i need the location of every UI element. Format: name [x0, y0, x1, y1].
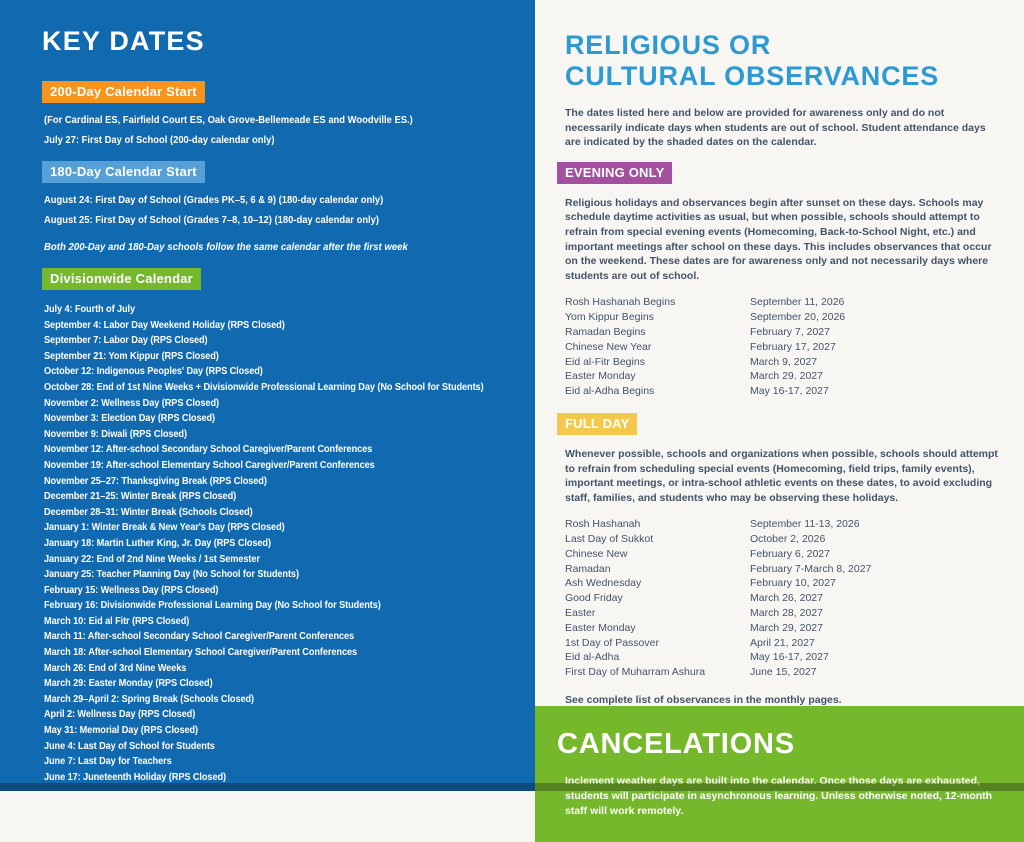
observance-name: Ramadan Begins: [565, 325, 646, 338]
observances-title: [565, 30, 1017, 92]
list-item: March 10: Eid al Fitr (RPS Closed): [44, 615, 190, 627]
section-180-day: [42, 161, 525, 253]
list-item: November 12: After-school Secondary School Caregiver/Parent Conferences: [44, 444, 373, 456]
list-item: November 2: Wellness Day (RPS Closed): [44, 397, 219, 409]
list-item: October 28: End of 1st Nine Weeks + Divisionwide Professional Learning Day (No School for Students): [44, 381, 484, 393]
observance-date: April 21, 2027: [750, 636, 815, 649]
page-bottom-shade: [0, 783, 1024, 791]
table-row: [565, 665, 1017, 680]
badge-divisionwide-calendar: Divisionwide Calendar: [42, 268, 201, 290]
observances-panel: [535, 0, 1024, 818]
observance-name: Good Friday: [565, 592, 623, 605]
list-item: November 19: After-school Elementary School Caregiver/Parent Conferences: [44, 459, 375, 471]
observance-name: Rosh Hashanah Begins: [565, 296, 676, 309]
list-item: November 9: Diwali (RPS Closed): [44, 428, 187, 440]
list-item: January 1: Winter Break & New Year's Day (RPS Closed): [44, 522, 285, 534]
table-row: [565, 636, 1017, 651]
observance-name: Yom Kippur Begins: [565, 311, 654, 324]
list-item: June 4: Last Day of School for Students: [44, 740, 215, 752]
list-item: March 29–April 2: Spring Break (Schools Closed): [44, 693, 255, 705]
observance-date: March 29, 2027: [750, 621, 823, 634]
list-item: February 15: Wellness Day (RPS Closed): [44, 584, 219, 596]
cancelations-section: [535, 706, 1024, 842]
observance-date: March 28, 2027: [750, 607, 823, 620]
observance-name: Chinese New: [565, 547, 628, 560]
list-item: March 11: After-school Secondary School Caregiver/Parent Conferences: [44, 631, 355, 643]
list-item: April 2: Wellness Day (RPS Closed): [44, 709, 196, 721]
list-item: January 18: Martin Luther King, Jr. Day (RPS Closed): [44, 537, 271, 549]
full-day-badge-row: [557, 413, 1017, 435]
observance-name: Eid al-Adha: [565, 651, 620, 664]
observance-date: March 29. 2027: [750, 370, 823, 383]
observance-name: Rosh Hashanah: [565, 518, 641, 531]
observance-name: Chinese New Year: [565, 340, 652, 353]
table-row: [565, 532, 1017, 547]
key-dates-panel: [0, 0, 535, 791]
list-item: January 25: Teacher Planning Day (No School for Students): [44, 569, 299, 581]
observance-date: March 9, 2027: [750, 355, 818, 368]
divisionwide-date-list: [44, 302, 496, 785]
list-item: February 16: Divisionwide Professional Learning Day (No School for Students): [44, 600, 381, 612]
observances-title-line1: RELIGIOUS OR: [565, 30, 772, 60]
observance-date: February 7, 2027: [750, 325, 830, 338]
section-divisionwide: [42, 268, 525, 785]
observance-date: September 11, 2026: [750, 296, 845, 309]
observances-content: [535, 0, 1024, 706]
list-item: September 21: Yom Kippur (RPS Closed): [44, 350, 219, 362]
observances-title-line2: CULTURAL OBSERVANCES: [565, 61, 940, 91]
cancelations-title: CANCELATIONS: [557, 728, 795, 761]
table-row: [565, 355, 1017, 370]
list-item: March 29: Easter Monday (RPS Closed): [44, 678, 213, 690]
observance-date: February 6, 2027: [750, 547, 830, 560]
table-row: [565, 606, 1017, 621]
key-date-line: (For Cardinal ES, Fairfield Court ES, Oak Grove-Bellemeade ES and Woodville ES.): [44, 115, 413, 126]
list-item: December 28–31: Winter Break (Schools Closed): [44, 506, 253, 518]
key-dates-title: KEY DATES: [42, 26, 205, 56]
table-row: [565, 591, 1017, 606]
list-item: January 22: End of 2nd Nine Weeks / 1st Semester: [44, 553, 260, 565]
list-item: November 25–27: Thanksgiving Break (RPS Closed): [44, 475, 267, 487]
observance-date: May 16-17, 2027: [750, 385, 829, 398]
table-row: [565, 384, 1017, 399]
list-item: June 17: Juneteenth Holiday (RPS Closed): [44, 771, 226, 783]
observance-name: Eid al-Adha Begins: [565, 385, 655, 398]
table-row: [565, 517, 1017, 532]
observance-date: September 20, 2026: [750, 311, 846, 324]
list-item: July 4: Fourth of July: [44, 304, 136, 315]
list-item: May 31: Memorial Day (RPS Closed): [44, 725, 199, 737]
observance-date: June 15, 2027: [750, 666, 817, 679]
section-200-day-lines: [42, 115, 525, 146]
observance-date: September 11-13, 2026: [750, 518, 860, 531]
key-date-line: August 24: First Day of School (Grades PK–5, 6 & 9) (180-day calendar only): [44, 195, 384, 206]
key-date-line: August 25: First Day of School (Grades 7–8, 10–12) (180-day calendar only): [44, 215, 380, 226]
observance-name: Last Day of Sukkot: [565, 533, 654, 546]
observance-date: March 26, 2027: [750, 592, 823, 605]
badge-full-day: FULL DAY: [557, 413, 637, 435]
list-item: June 7: Last Day for Teachers: [44, 756, 172, 768]
badge-200-day-calendar-start: 200-Day Calendar Start: [42, 81, 205, 103]
table-row: [565, 547, 1017, 562]
full-day-description: Whenever possible, schools and organizations when possible, schools should attempt to refrain from scheduling special events (Homecoming, field trips, family events), important meetings, or intra-school athletic events on these dates, to avoid excluding staff, families, and students who may be observing these holidays.: [565, 447, 998, 504]
list-item: December 21–25: Winter Break (RPS Closed): [44, 491, 237, 503]
key-date-line: July 27: First Day of School (200-day calendar only): [44, 135, 275, 146]
table-row: [565, 576, 1017, 591]
section-200-day: [42, 81, 525, 146]
table-row: [565, 621, 1017, 636]
evening-only-description: Religious holidays and observances begin after sunset on these days. Schools may schedule daytime activities as usual, but when possible, schools should attempt to refrain from special evening events (Homecoming, Back-to-School Night, etc.) and important meetings after school on these days. This includes observances that occur on the weekend. These dates are for awareness only and not necessarily days where students are out of school.: [565, 196, 992, 282]
observances-intro: The dates listed here and below are provided for awareness only and do not necessarily indicate days when students are out of school. Student attendance days are indicated by the shaded dates on the calendar.: [565, 107, 986, 149]
list-item: March 18: After-school Elementary School Caregiver/Parent Conferences: [44, 647, 358, 659]
observance-date: October 2, 2026: [750, 533, 826, 546]
observance-name: Eid al-Fitr Begins: [565, 355, 645, 368]
table-row: [565, 340, 1017, 355]
evening-only-badge-row: [557, 162, 1017, 184]
observance-name: 1st Day of Passover: [565, 636, 659, 649]
badge-evening-only: EVENING ONLY: [557, 162, 672, 184]
observance-name: First Day of Muharram Ashura: [565, 666, 706, 679]
table-row: [565, 325, 1017, 340]
observance-name: Ramadan: [565, 562, 611, 575]
observance-name: Easter Monday: [565, 370, 636, 383]
table-row: [565, 295, 1017, 310]
list-item: November 3: Election Day (RPS Closed): [44, 413, 216, 425]
observance-date: May 16-17, 2027: [750, 651, 829, 664]
table-row: [565, 650, 1017, 665]
table-row: [565, 562, 1017, 577]
evening-only-table: [565, 295, 1017, 399]
observance-name: Ash Wednesday: [565, 577, 642, 590]
observance-name: Easter: [565, 607, 596, 620]
section-180-day-lines: [42, 195, 525, 226]
observance-name: Easter Monday: [565, 621, 636, 634]
list-item: September 4: Labor Day Weekend Holiday (RPS Closed): [44, 319, 285, 331]
observances-footer-note: See complete list of observances in the monthly pages.: [565, 694, 842, 707]
list-item: March 26: End of 3rd Nine Weeks: [44, 662, 187, 674]
list-item: October 12: Indigenous Peoples' Day (RPS Closed): [44, 366, 263, 378]
table-row: [565, 310, 1017, 325]
observance-date: February 17, 2027: [750, 340, 836, 353]
cancelations-body: Inclement weather days are built into the calendar. Once those days are exhausted, students will participate in asynchronous learning. Unless otherwise noted, 12-month staff will work remotely.: [565, 775, 993, 818]
observance-date: February 7-March 8, 2027: [750, 562, 872, 575]
calendar-alignment-note: Both 200-Day and 180-Day schools follow the same calendar after the first week: [44, 242, 408, 253]
full-day-table: [565, 517, 1017, 680]
list-item: September 7: Labor Day (RPS Closed): [44, 335, 208, 347]
observance-date: February 10, 2027: [750, 577, 836, 590]
table-row: [565, 369, 1017, 384]
badge-180-day-calendar-start: 180-Day Calendar Start: [42, 161, 205, 183]
